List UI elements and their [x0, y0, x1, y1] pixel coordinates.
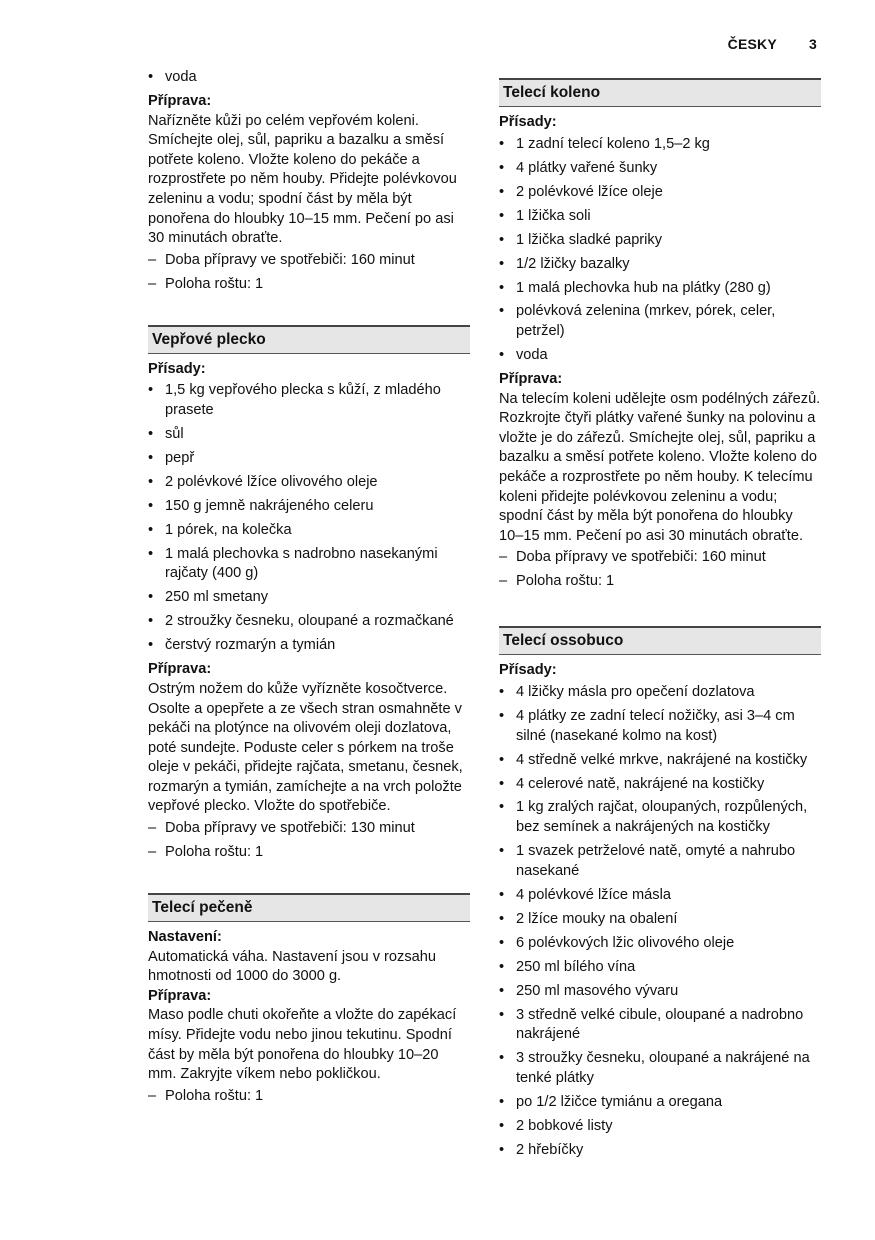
list-item: • 250 ml smetany	[148, 588, 470, 608]
ingredients-label: Přísady:	[499, 114, 557, 130]
settings-text: Automatická váha. Nastavení jsou v rozsahu hmotnosti od 1000 do 3000 g.	[148, 948, 436, 985]
list-item: – Poloha roštu: 1	[148, 843, 470, 863]
list-item: – Doba přípravy ve spotřebiči: 160 minut	[499, 548, 821, 568]
list-item: • 2 lžíce mouky na obalení	[499, 910, 821, 930]
list-item: • 1/2 lžičky bazalky	[499, 255, 821, 275]
list-item: • 1 malá plechovka s nadrobno nasekanými rajčaty (400 g)	[148, 545, 470, 584]
list-item: – Poloha roštu: 1	[148, 275, 470, 295]
list-item: • 3 stroužky česneku, oloupané a nakrájené na tenké plátky	[499, 1049, 821, 1088]
language-label: ČESKY	[727, 36, 777, 52]
list-item: • 250 ml masového vývaru	[499, 982, 821, 1002]
list-item: • 4 lžičky másla pro opečení dozlatova	[499, 683, 821, 703]
notes-list	[499, 548, 821, 592]
prep-text: Ostrým nožem do kůže vyřízněte kosočtverce. Osolte a opepřete a ze všech stran osmahněte v pekáči na plotýnce na olivovém oleji dozlatova, poté sundejte. Poduste celer s pórkem na troše oleje v pekáči, přidejte rajčata, smetanu, česnek, rozmarýn a tymián, zamíchejte a na vrch položte vepřové plecko. Vložte do spotřebiče.	[148, 680, 463, 815]
list-item: – Doba přípravy ve spotřebiči: 160 minut	[148, 251, 470, 271]
ingredients-label: Přísady:	[148, 360, 206, 377]
list-item: • 1 lžička soli	[499, 207, 821, 227]
list-item: – Poloha roštu: 1	[148, 1087, 470, 1107]
list-item: • 1 lžička sladké papriky	[499, 231, 821, 251]
list-item: • 1 pórek, na kolečka	[148, 521, 470, 541]
intro-prep-label: Příprava:	[148, 92, 212, 109]
list-item: • 250 ml bílého vína	[499, 958, 821, 978]
prep-text: Na telecím koleni udělejte osm podélných zářezů. Rozkrojte čtyři plátky vařené šunky na polovinu a vložte je do zářezů. Smíchejte olej, sůl, papriku a bazalku a směsí potřete koleno. Vložte koleno do pekáče a rozprostřete po něm houby. K telecímu koleni přidejte polévkovou zeleninu a vodu; spodní část by měla být ponořena do hloubky 10–15 mm. Pečení po asi 30 minutách obraťte.	[499, 390, 821, 544]
list-item: • 2 polévkové lžíce olivového oleje	[148, 473, 470, 493]
prep-label: Příprava:	[148, 661, 212, 678]
list-item: • 4 polévkové lžíce másla	[499, 886, 821, 906]
list-item: • sůl	[148, 425, 470, 445]
ingredients-list	[499, 135, 821, 366]
left-column	[148, 66, 470, 1111]
notes-list	[148, 1087, 470, 1107]
list-item: • 4 plátky ze zadní telecí nožičky, asi 3–4 cm silné (nasekané kolmo na kost)	[499, 707, 821, 746]
list-item: • voda	[148, 68, 470, 88]
section-title-teleci-koleno: Telecí koleno	[499, 78, 821, 107]
prep-label: Příprava:	[499, 371, 563, 388]
list-item: • 4 plátky vařené šunky	[499, 159, 821, 179]
ingredients-list	[499, 683, 821, 1160]
intro-notes	[148, 251, 470, 295]
ingredients-label: Přísady:	[499, 662, 557, 679]
list-item: • 3 středně velké cibule, oloupané a nadrobno nakrájené	[499, 1006, 821, 1045]
list-item: • 4 středně velké mrkve, nakrájené na kostičky	[499, 751, 821, 771]
list-item: • pepř	[148, 449, 470, 469]
list-item: • 1 kg zralých rajčat, oloupaných, rozpůlených, bez semínek a nakrájených na kostičky	[499, 798, 821, 837]
intro-prep-text: Nařízněte kůži po celém vepřovém koleni. Smíchejte olej, sůl, papriku a bazalku a směsí potřete koleno. Vložte koleno do pekáče a rozprostřete po něm houby. Přidejte polévkovou zeleninu a vodu; spodní část by měla být ponořena do hloubky 10–15 mm. Pečení po asi 30 minutách obraťte.	[148, 112, 457, 247]
list-item: • 1 malá plechovka hub na plátky (280 g)	[499, 279, 821, 299]
list-item: • čerstvý rozmarýn a tymián	[148, 636, 470, 656]
intro-ingredients	[148, 68, 470, 88]
settings-label: Nastavení:	[148, 929, 222, 946]
list-item: • 4 celerové natě, nakrájené na kostičky	[499, 775, 821, 795]
list-item: • 6 polévkových lžic olivového oleje	[499, 934, 821, 954]
list-item: • 2 stroužky česneku, oloupané a rozmačkané	[148, 612, 470, 632]
page-header	[728, 36, 817, 52]
list-item: • 150 g jemně nakrájeného celeru	[148, 497, 470, 517]
section-title-veprove-plecko: Vepřové plecko	[148, 325, 470, 354]
list-item: • 1 zadní telecí koleno 1,5–2 kg	[499, 135, 821, 155]
section-title-teleci-pecene: Telecí pečeně	[148, 893, 470, 922]
page-number: 3	[809, 36, 817, 52]
ingredients-list	[148, 381, 470, 656]
prep-text: Maso podle chuti okořeňte a vložte do zapékací mísy. Přidejte vodu nebo jinou tekutinu. Spodní část by měla být ponořena do hloubky 10–20 mm. Zakryjte víkem nebo pokličkou.	[148, 1007, 457, 1083]
list-item: – Poloha roštu: 1	[499, 572, 821, 592]
list-item: – Doba přípravy ve spotřebiči: 130 minut	[148, 819, 470, 839]
list-item: • po 1/2 lžičce tymiánu a oregana	[499, 1093, 821, 1113]
list-item: • 2 bobkové listy	[499, 1117, 821, 1137]
list-item: • 1,5 kg vepřového plecka s kůží, z mladého prasete	[148, 381, 470, 420]
section-title-teleci-ossobuco: Telecí ossobuco	[499, 626, 821, 655]
list-item: • voda	[499, 346, 821, 366]
list-item: • 1 svazek petrželové natě, omyté a nahrubo nasekané	[499, 842, 821, 881]
right-column	[499, 78, 821, 1165]
list-item: • 2 polévkové lžíce oleje	[499, 183, 821, 203]
prep-label: Příprava:	[148, 987, 212, 1004]
notes-list	[148, 819, 470, 863]
list-item: • polévková zelenina (mrkev, pórek, celer, petržel)	[499, 302, 821, 341]
list-item: • 2 hřebíčky	[499, 1141, 821, 1161]
